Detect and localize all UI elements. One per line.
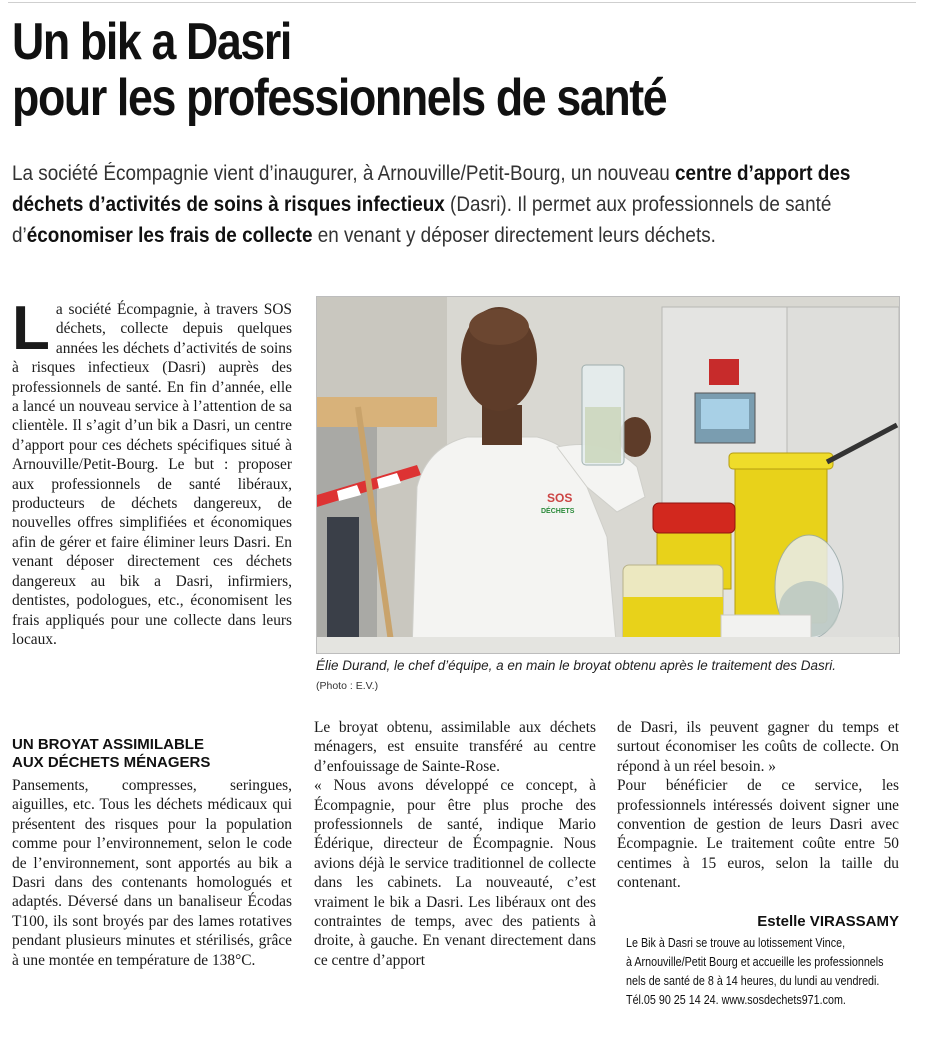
article-photo — [316, 296, 900, 654]
info-line-1: Le Bik à Dasri se trouve au lotissement Vince, — [626, 936, 846, 950]
article-column-1-top — [12, 294, 292, 649]
photo-caption: Élie Durand, le chef d’équipe, a en main le broyat obtenu après le traitement des Dasri. — [316, 658, 837, 673]
paragraph-2: Pansements, compresses, seringues, aiguilles, etc. Tous les déchets médicaux qui présentent des risques pour la population comme pour l’environnement, selon le code de l’environnement, sont apportés au bik a Dasri dans des contenants homologués et adaptés. Déversé dans un banaliseur Écodas T100, ils sont broyés par des lames rotatives pendant plusieurs minutes et stérilisés, grâce à une montée en température de 138°C. — [12, 777, 292, 969]
headline-line-1: Un bik a Dasri — [12, 13, 291, 71]
paragraph-1: a société Écompagnie, à travers SOS déchets, collecte depuis quelques années les déchets d’activités de soins à risques infectieux (Dasri) auprès des professionnels de santé. En fin d’année, elle a lancé un nouveau service à l’attention de sa clientèle. Il s’agit d’un bik a Dasri, un centre d’apport pour ces déchets spécifiques situé à Arnouville/Petit-Bourg. Le but : proposer aux professionnels de santé libéraux, producteurs de déchets dangereux, de nouvelles offres simplifiées et économiques afin de gérer et faire éliminer leurs Dasri. En venant déposer directement ces déchets dangereux au bik a Dasri, infirmiers, dentistes, podologues, etc., économisent les frais appliqués pour une collecte dans leurs locaux. — [12, 301, 292, 648]
article-column-1-bottom — [12, 776, 292, 970]
top-rule — [8, 2, 916, 3]
subheading-line-2: AUX DÉCHETS MÉNAGERS — [12, 754, 211, 771]
lede-text-3: en venant y déposer directement leurs déchets. — [312, 224, 716, 247]
headline-line-2: pour les professionnels de santé — [12, 69, 667, 127]
photo-credit: (Photo : E.V.) — [316, 680, 379, 692]
lede-text-2: (Dasri). Il permet aux professionnels de santé d’ — [12, 193, 832, 247]
photo-illustration — [317, 297, 899, 653]
paragraph-4: « Nous avons développé ce concept, à Écompagnie, pour être plus proche des professionnels de santé, indique Mario Édérique, directeur de Écompagnie. Nous avions déjà le service traditionnel de collecte dans les cabinets. La nouveauté, c’est vraiment le bik a Dasri. Les libéraux ont des contraintes de temps, avec des patients à droite, à gauche. En venant directement dans ce centre d’apport — [314, 777, 596, 969]
article-column-2 — [314, 718, 596, 970]
lede — [12, 158, 894, 251]
subheading — [12, 736, 292, 772]
lede-bold-1: centre d’apport des déchets d’activités de soins à risques infectieux — [12, 162, 851, 216]
shirt-logo-text-1: SOS — [547, 491, 573, 505]
subheading-line-1: UN BROYAT ASSIMILABLE — [12, 736, 204, 753]
lede-text-1: La société Écompagnie vient d’inaugurer, à Arnouville/Petit-Bourg, un nouveau — [12, 162, 675, 185]
shirt-logo-text-2: DÉCHETS — [541, 508, 575, 515]
article-column-3 — [617, 718, 899, 893]
paragraph-5: de Dasri, ils peuvent gagner du temps et surtout économiser les coûts de collecte. On répond à un réel besoin. » — [617, 719, 899, 775]
lede-bold-2: économiser les frais de collecte — [26, 224, 313, 247]
paragraph-3: Le broyat obtenu, assimilable aux déchets ménagers, est ensuite transféré au centre d’enfouissage de Sainte-Rose. — [314, 719, 596, 775]
dropcap: L — [12, 294, 50, 363]
info-line-3: nels de santé de 8 à 14 heures, du lundi au vendredi. — [626, 974, 880, 988]
headline — [12, 14, 786, 126]
byline: Estelle VIRASSAMY — [757, 913, 899, 930]
info-line-4: Tél.05 90 25 14 24. www.sosdechets971.com. — [626, 993, 846, 1007]
paragraph-6: Pour bénéficier de ce service, les professionnels intéressés doivent signer une convention de gestion de leurs Dasri avec Écompagnie. Le traitement coûte entre 50 centimes à 15 euros, selon la taille du contenant. — [617, 777, 899, 892]
info-line-2: à Arnouville/Petit Bourg et accueille les professionnels — [626, 955, 884, 969]
info-box — [626, 934, 884, 1010]
